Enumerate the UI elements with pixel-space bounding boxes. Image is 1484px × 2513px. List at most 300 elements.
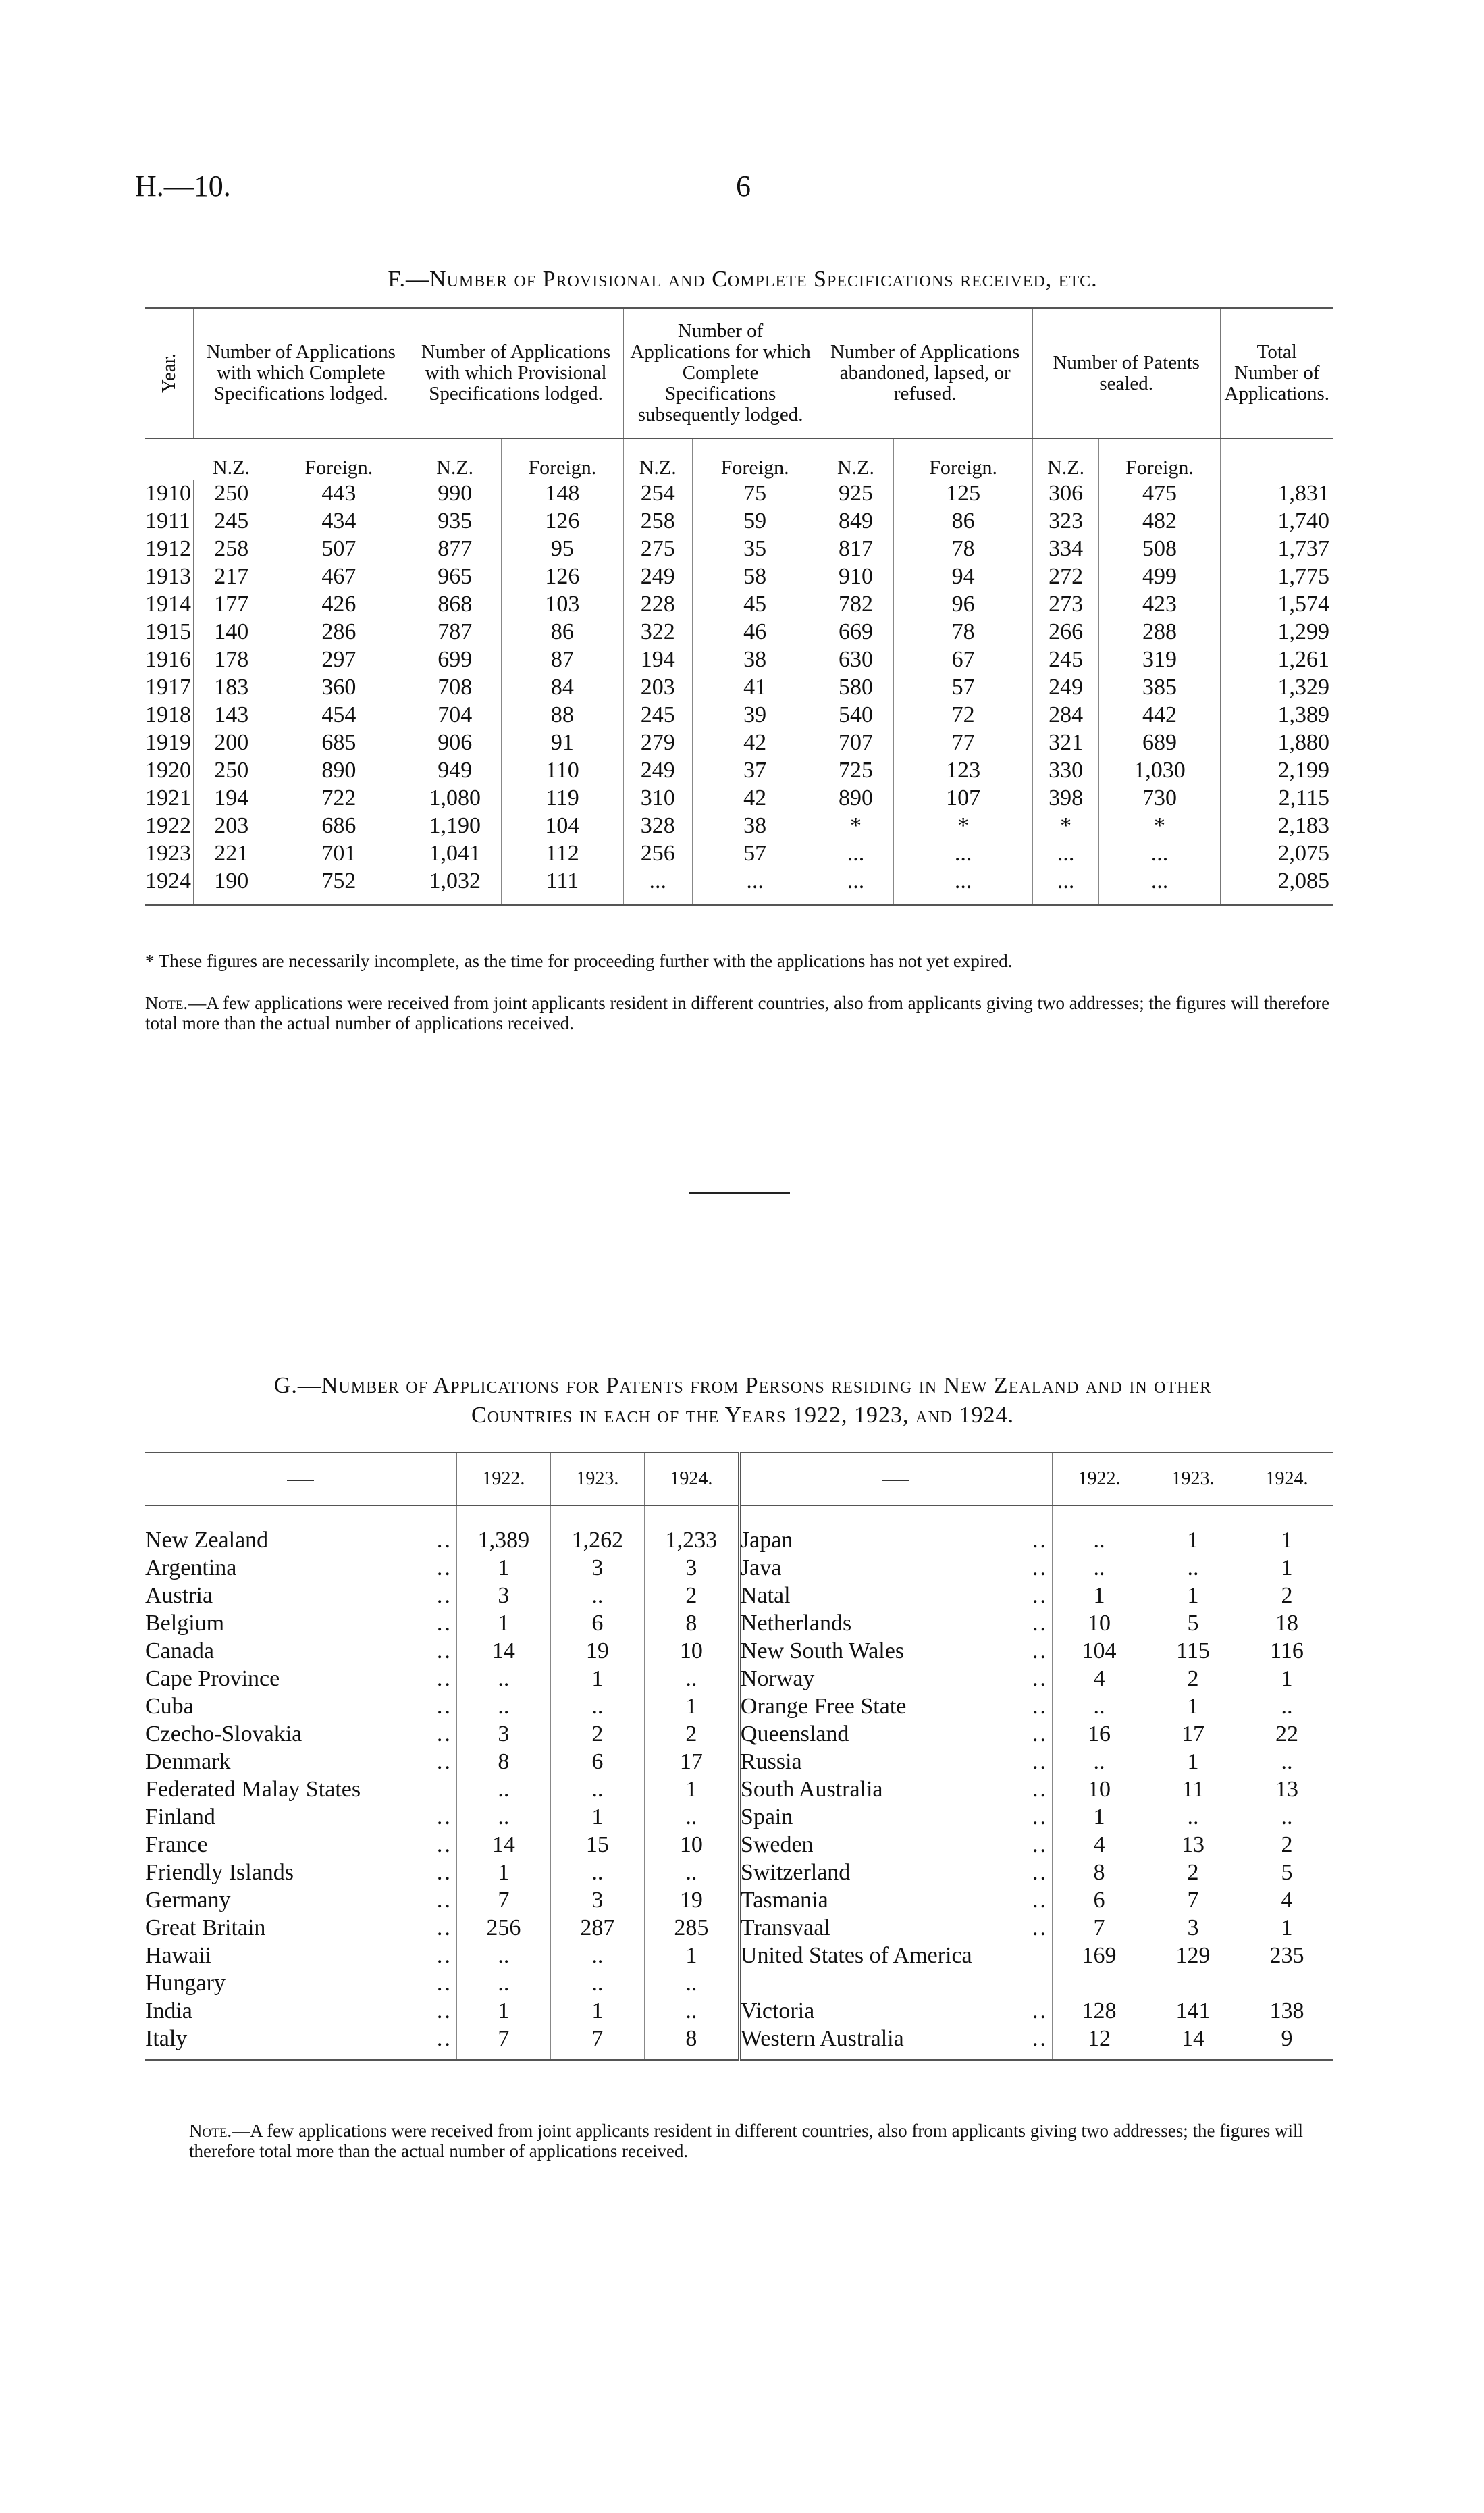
- value-cell: 126: [501, 563, 623, 590]
- value-cell: 126: [501, 507, 623, 535]
- value-cell: 580: [818, 673, 894, 701]
- value-cell: 112: [501, 839, 623, 867]
- dot-leader: ..: [1028, 2025, 1053, 2060]
- count-cell: 1: [644, 1692, 739, 1720]
- value-cell: 140: [214, 619, 249, 644]
- dot-leader: ..: [1032, 1749, 1048, 1774]
- count-cell: 10: [644, 1637, 739, 1665]
- value-cell: 725: [818, 756, 894, 784]
- total-cell: 2,085: [1220, 867, 1333, 905]
- dot-leader: ..: [436, 1888, 452, 1913]
- country-name: South Australia: [739, 1776, 1028, 1803]
- value-cell: 58: [692, 563, 818, 590]
- value-cell: 877: [408, 535, 502, 563]
- year-cell: 1915: [145, 618, 194, 646]
- table-g-right-year-1923: 1923.: [1146, 1453, 1240, 1505]
- count-cell: 3: [456, 1720, 550, 1748]
- count-cell: ..: [644, 1969, 739, 1997]
- value-cell: 297: [269, 646, 408, 673]
- count-cell: 7: [550, 2025, 644, 2060]
- value-cell: 286: [269, 618, 408, 646]
- count-cell: 13: [1240, 1776, 1334, 1803]
- count-cell: 7: [1053, 1914, 1146, 1942]
- count-cell: 19: [550, 1637, 644, 1665]
- table-row: [145, 1886, 1333, 1914]
- count-cell: ..: [644, 1997, 739, 2025]
- table-row: [145, 1969, 1333, 1997]
- sub-header-foreign: Foreign.: [269, 438, 408, 480]
- table-row: [145, 729, 1333, 756]
- count-cell: 6: [550, 1609, 644, 1637]
- dot-leader: ..: [1032, 1611, 1048, 1636]
- col-subsequent-header: Number of Applications for which Complete Specifications subsequently lodged.: [623, 308, 818, 438]
- value-cell: 78: [894, 535, 1032, 563]
- dot-leader: ..: [1032, 1915, 1048, 1940]
- sub-header-foreign: Foreign.: [894, 438, 1032, 480]
- value-cell: 77: [894, 729, 1032, 756]
- count-cell: 8: [644, 2025, 739, 2060]
- count-cell: 7: [456, 2025, 550, 2060]
- value-cell: 249: [623, 756, 692, 784]
- total-cell: 1,299: [1220, 618, 1333, 646]
- total-cell: 2,115: [1220, 784, 1333, 812]
- value-cell: 217: [214, 564, 249, 589]
- value-cell: 148: [501, 480, 623, 507]
- count-cell: ..: [550, 1692, 644, 1720]
- table-row: [145, 1859, 1333, 1886]
- count-cell: ..: [644, 1665, 739, 1692]
- table-row: [145, 1582, 1333, 1609]
- value-cell: 321: [1032, 729, 1099, 756]
- count-cell: ..: [456, 1803, 550, 1831]
- col-provisional-header: Number of Applications with which Provisional Specifications lodged.: [408, 308, 623, 438]
- count-cell: 19: [644, 1886, 739, 1914]
- value-cell: 143: [214, 702, 249, 727]
- value-cell: ...: [1032, 839, 1099, 867]
- dot-leader: ..: [436, 1721, 452, 1746]
- value-cell: 256: [623, 839, 692, 867]
- table-row: [145, 1776, 1333, 1803]
- dot-leader: ..: [436, 1860, 452, 1885]
- count-cell: 1: [1240, 1554, 1334, 1582]
- value-cell: 75: [692, 480, 818, 507]
- country-name: [739, 1969, 1028, 1997]
- year-cell: 1919: [145, 729, 194, 756]
- table-g-left-dash-header: [145, 1453, 456, 1505]
- total-cell: 1,737: [1220, 535, 1333, 563]
- dot-leader: ..: [436, 1666, 452, 1691]
- count-cell: ..: [550, 1859, 644, 1886]
- table-g-left-year-1923: 1923.: [550, 1453, 644, 1505]
- count-cell: ..: [456, 1692, 550, 1720]
- table-row: [145, 784, 1333, 812]
- value-cell: 46: [692, 618, 818, 646]
- count-cell: 1: [456, 1609, 550, 1637]
- country-name: Hungary: [145, 1971, 226, 1996]
- value-cell: ...: [818, 867, 894, 905]
- dot-leader: ..: [1032, 1998, 1048, 2023]
- table-row: [145, 507, 1333, 535]
- value-cell: 482: [1099, 507, 1220, 535]
- count-cell: 10: [644, 1831, 739, 1859]
- count-cell: 2: [1240, 1582, 1334, 1609]
- count-cell: 1: [644, 1942, 739, 1969]
- count-cell: 169: [1053, 1942, 1146, 1969]
- country-name: Czecho-Slovakia: [145, 1721, 302, 1746]
- value-cell: 508: [1099, 535, 1220, 563]
- dot-leader: ..: [436, 1694, 452, 1719]
- table-g-right-year-1924: 1924.: [1240, 1453, 1334, 1505]
- value-cell: 782: [818, 590, 894, 618]
- count-cell: 138: [1240, 1997, 1334, 2025]
- value-cell: 84: [501, 673, 623, 701]
- col-abandoned-header: Number of Applications abandoned, lapsed, or refused.: [818, 308, 1032, 438]
- count-cell: 10: [1053, 1609, 1146, 1637]
- dot-leader: ..: [1032, 1777, 1048, 1802]
- country-name: Norway: [739, 1665, 1028, 1692]
- col-sealed-header: Number of Patents sealed.: [1032, 308, 1220, 438]
- value-cell: ...: [894, 839, 1032, 867]
- dot-leader: ..: [436, 1555, 452, 1580]
- table-row: [145, 673, 1333, 701]
- count-cell: 18: [1240, 1609, 1334, 1637]
- dot-leader: ..: [436, 1971, 452, 1996]
- count-cell: 1: [456, 1554, 550, 1582]
- value-cell: 35: [692, 535, 818, 563]
- value-cell: 868: [408, 590, 502, 618]
- value-cell: 849: [818, 507, 894, 535]
- sub-header-nz: N.Z.: [623, 438, 692, 480]
- value-cell: 249: [623, 563, 692, 590]
- value-cell: *: [1099, 812, 1220, 839]
- table-row: [145, 480, 1333, 507]
- count-cell: 6: [1053, 1886, 1146, 1914]
- count-cell: 1: [1240, 1665, 1334, 1692]
- value-cell: 319: [1099, 646, 1220, 673]
- dot-leader: ..: [436, 1805, 452, 1830]
- table-g-right-year-1922: 1922.: [1053, 1453, 1146, 1505]
- value-cell: 91: [501, 729, 623, 756]
- table-row: [145, 1609, 1333, 1637]
- count-cell: 1: [1146, 1692, 1240, 1720]
- value-cell: 1,190: [408, 812, 502, 839]
- table-g-left-year-1922: 1922.: [456, 1453, 550, 1505]
- value-cell: 203: [214, 813, 249, 838]
- sub-header-empty: [145, 438, 194, 480]
- dot-leader: ..: [436, 1528, 452, 1553]
- value-cell: 669: [818, 618, 894, 646]
- value-cell: 254: [623, 480, 692, 507]
- table-f-footnote: * These figures are necessarily incomplete, as the time for proceeding further with the applications has not yet expired.: [145, 951, 1013, 971]
- value-cell: *: [1032, 812, 1099, 839]
- value-cell: 190: [194, 867, 269, 905]
- count-cell: ..: [456, 1969, 550, 1997]
- count-cell: ..: [456, 1665, 550, 1692]
- table-g-right-dash-header: [739, 1453, 1053, 1505]
- count-cell: 1,389: [456, 1505, 550, 1554]
- value-cell: 78: [894, 618, 1032, 646]
- value-cell: 1,030: [1099, 756, 1220, 784]
- col-year-header: Year.: [145, 308, 194, 438]
- table-row: [145, 756, 1333, 784]
- value-cell: 507: [269, 535, 408, 563]
- value-cell: 39: [692, 701, 818, 729]
- count-cell: 287: [550, 1914, 644, 1942]
- count-cell: ..: [456, 1776, 550, 1803]
- value-cell: 57: [894, 673, 1032, 701]
- country-name: Victoria: [739, 1997, 1028, 2025]
- count-cell: 4: [1053, 1665, 1146, 1692]
- country-name: Hawaii: [145, 1943, 212, 1968]
- count-cell: ..: [550, 1942, 644, 1969]
- count-cell: 129: [1146, 1942, 1240, 1969]
- count-cell: 1: [550, 1803, 644, 1831]
- country-name: Belgium: [145, 1611, 225, 1636]
- value-cell: 935: [408, 507, 502, 535]
- value-cell: 990: [408, 480, 502, 507]
- country-name: Orange Free State: [739, 1692, 1028, 1720]
- count-cell: ..: [1053, 1692, 1146, 1720]
- value-cell: 273: [1032, 590, 1099, 618]
- country-name: Queensland: [739, 1720, 1028, 1748]
- country-name: Switzerland: [739, 1859, 1028, 1886]
- dot-leader: ..: [1032, 1888, 1048, 1913]
- table-row: [145, 1803, 1333, 1831]
- value-cell: 110: [501, 756, 623, 784]
- value-cell: 37: [692, 756, 818, 784]
- count-cell: 1: [1146, 1582, 1240, 1609]
- table-row: [145, 535, 1333, 563]
- table-row: [145, 1665, 1333, 1692]
- country-name: Italy: [145, 2025, 430, 2060]
- table-row: [145, 1692, 1333, 1720]
- table-row: [145, 646, 1333, 673]
- count-cell: 1,262: [550, 1505, 644, 1554]
- sub-header-nz: N.Z.: [212, 457, 250, 479]
- value-cell: ...: [818, 839, 894, 867]
- count-cell: 1: [1146, 1505, 1240, 1554]
- count-cell: 2: [644, 1720, 739, 1748]
- value-cell: 540: [818, 701, 894, 729]
- count-cell: 1: [1240, 1914, 1334, 1942]
- dot-leader: [430, 1776, 456, 1803]
- country-name: New South Wales: [739, 1637, 1028, 1665]
- total-cell: 1,329: [1220, 673, 1333, 701]
- value-cell: 38: [692, 646, 818, 673]
- count-cell: 8: [644, 1609, 739, 1637]
- total-cell: 1,574: [1220, 590, 1333, 618]
- table-row: [145, 812, 1333, 839]
- country-name: Finland: [145, 1805, 215, 1830]
- value-cell: 398: [1032, 784, 1099, 812]
- value-cell: *: [894, 812, 1032, 839]
- count-cell: [1146, 1969, 1240, 1997]
- dot-leader: ..: [436, 1943, 452, 1968]
- table-g-title-line2: Countries in each of the Years 1922, 1923, and 1924.: [471, 1403, 1014, 1428]
- value-cell: 125: [894, 480, 1032, 507]
- value-cell: 42: [692, 729, 818, 756]
- dot-leader: ..: [436, 1611, 452, 1636]
- value-cell: 925: [818, 480, 894, 507]
- value-cell: 249: [1032, 673, 1099, 701]
- value-cell: 94: [894, 563, 1032, 590]
- value-cell: 817: [818, 535, 894, 563]
- count-cell: 7: [1146, 1886, 1240, 1914]
- value-cell: 194: [214, 785, 249, 810]
- value-cell: 730: [1099, 784, 1220, 812]
- table-row: [145, 839, 1333, 867]
- value-cell: 42: [692, 784, 818, 812]
- year-cell: 1918: [145, 701, 194, 729]
- year-cell: 1913: [145, 563, 194, 590]
- value-cell: 890: [818, 784, 894, 812]
- count-cell: 10: [1053, 1776, 1146, 1803]
- dot-leader: ..: [1032, 1666, 1048, 1691]
- value-cell: 86: [894, 507, 1032, 535]
- total-cell: 2,075: [1220, 839, 1333, 867]
- value-cell: 87: [501, 646, 623, 673]
- count-cell: 4: [1053, 1831, 1146, 1859]
- year-cell: 1912: [145, 535, 194, 563]
- dot-leader: ..: [1032, 1583, 1048, 1608]
- year-cell: 1917: [145, 673, 194, 701]
- value-cell: 722: [269, 784, 408, 812]
- country-name: Russia: [739, 1748, 1028, 1776]
- count-cell: 1: [1146, 1748, 1240, 1776]
- value-cell: 426: [269, 590, 408, 618]
- country-name: Denmark: [145, 1749, 231, 1774]
- count-cell: 235: [1240, 1942, 1334, 1969]
- value-cell: 119: [501, 784, 623, 812]
- count-cell: ..: [644, 1859, 739, 1886]
- table-row: [145, 1505, 1333, 1554]
- value-cell: 689: [1099, 729, 1220, 756]
- sub-header-foreign: Foreign.: [1099, 438, 1220, 480]
- total-cell: 1,775: [1220, 563, 1333, 590]
- country-name: New Zealand: [145, 1528, 269, 1553]
- dot-leader: ..: [1032, 1832, 1048, 1857]
- value-cell: 250: [214, 481, 249, 506]
- value-cell: 72: [894, 701, 1032, 729]
- total-cell: 1,831: [1220, 480, 1333, 507]
- dot-leader: ..: [1032, 1860, 1048, 1885]
- count-cell: 3: [550, 1554, 644, 1582]
- count-cell: ..: [644, 1803, 739, 1831]
- value-cell: 103: [501, 590, 623, 618]
- col-complete-header: Number of Applications with which Complete Specifications lodged.: [194, 308, 408, 438]
- value-cell: 67: [894, 646, 1032, 673]
- table-f: [145, 307, 1333, 906]
- value-cell: 41: [692, 673, 818, 701]
- country-name: Argentina: [145, 1555, 237, 1580]
- table-row: [145, 1554, 1333, 1582]
- note-text: —A few applications were received from joint applicants resident in different countries, also from applicants giving two addresses; the figures will therefore total more than the actual number of applications received.: [145, 993, 1330, 1033]
- dot-leader: ..: [436, 1832, 452, 1857]
- value-cell: 284: [1032, 701, 1099, 729]
- value-cell: ...: [894, 867, 1032, 905]
- count-cell: ..: [456, 1942, 550, 1969]
- value-cell: 250: [214, 758, 249, 783]
- count-cell: 17: [1146, 1720, 1240, 1748]
- value-cell: 434: [269, 507, 408, 535]
- count-cell: 2: [1240, 1831, 1334, 1859]
- country-name: Japan: [739, 1505, 1028, 1554]
- value-cell: 475: [1099, 480, 1220, 507]
- count-cell: 7: [456, 1886, 550, 1914]
- table-g: [145, 1452, 1333, 2061]
- value-cell: 306: [1032, 480, 1099, 507]
- sub-header-nz: N.Z.: [408, 438, 502, 480]
- value-cell: 699: [408, 646, 502, 673]
- count-cell: ..: [1240, 1748, 1334, 1776]
- count-cell: 115: [1146, 1637, 1240, 1665]
- value-cell: 258: [214, 536, 249, 561]
- value-cell: 86: [501, 618, 623, 646]
- count-cell: 1: [1053, 1803, 1146, 1831]
- value-cell: ...: [1099, 867, 1220, 905]
- value-cell: 752: [269, 867, 408, 905]
- value-cell: 177: [214, 592, 249, 617]
- table-g-note: [189, 2121, 1337, 2161]
- value-cell: 334: [1032, 535, 1099, 563]
- count-cell: ..: [550, 1582, 644, 1609]
- dot-leader: ..: [1032, 1805, 1048, 1830]
- count-cell: ..: [550, 1776, 644, 1803]
- country-name: Germany: [145, 1888, 231, 1913]
- count-cell: 12: [1053, 2025, 1146, 2060]
- count-cell: 1,233: [644, 1505, 739, 1554]
- year-cell: 1910: [145, 480, 194, 507]
- value-cell: 266: [1032, 618, 1099, 646]
- count-cell: 5: [1146, 1609, 1240, 1637]
- value-cell: 38: [692, 812, 818, 839]
- value-cell: 104: [501, 812, 623, 839]
- table-row: [145, 2025, 1333, 2060]
- table-row: [145, 1637, 1333, 1665]
- value-cell: 708: [408, 673, 502, 701]
- value-cell: ...: [1099, 839, 1220, 867]
- sub-header-foreign: Foreign.: [501, 438, 623, 480]
- table-row: [145, 701, 1333, 729]
- country-name: Cape Province: [145, 1666, 280, 1691]
- country-name: Canada: [145, 1638, 214, 1663]
- country-name: Friendly Islands: [145, 1860, 294, 1885]
- value-cell: 178: [214, 647, 249, 672]
- country-name: Transvaal: [739, 1914, 1028, 1942]
- value-cell: 96: [894, 590, 1032, 618]
- count-cell: 1: [644, 1776, 739, 1803]
- table-f-title: F.—Number of Provisional and Complete Specifications received, etc.: [388, 267, 1098, 292]
- count-cell: ..: [1053, 1554, 1146, 1582]
- value-cell: 454: [269, 701, 408, 729]
- year-cell: 1914: [145, 590, 194, 618]
- value-cell: 57: [692, 839, 818, 867]
- count-cell: 3: [456, 1582, 550, 1609]
- value-cell: 787: [408, 618, 502, 646]
- country-name: United States of America: [739, 1942, 1028, 1969]
- count-cell: 5: [1240, 1859, 1334, 1886]
- value-cell: 385: [1099, 673, 1220, 701]
- value-cell: 288: [1099, 618, 1220, 646]
- value-cell: 1,032: [408, 867, 502, 905]
- section-divider: [689, 1192, 790, 1194]
- dot-leader: ..: [436, 1998, 452, 2023]
- value-cell: 322: [623, 618, 692, 646]
- value-cell: 686: [269, 812, 408, 839]
- value-cell: 443: [269, 480, 408, 507]
- year-cell: 1920: [145, 756, 194, 784]
- count-cell: 141: [1146, 1997, 1240, 2025]
